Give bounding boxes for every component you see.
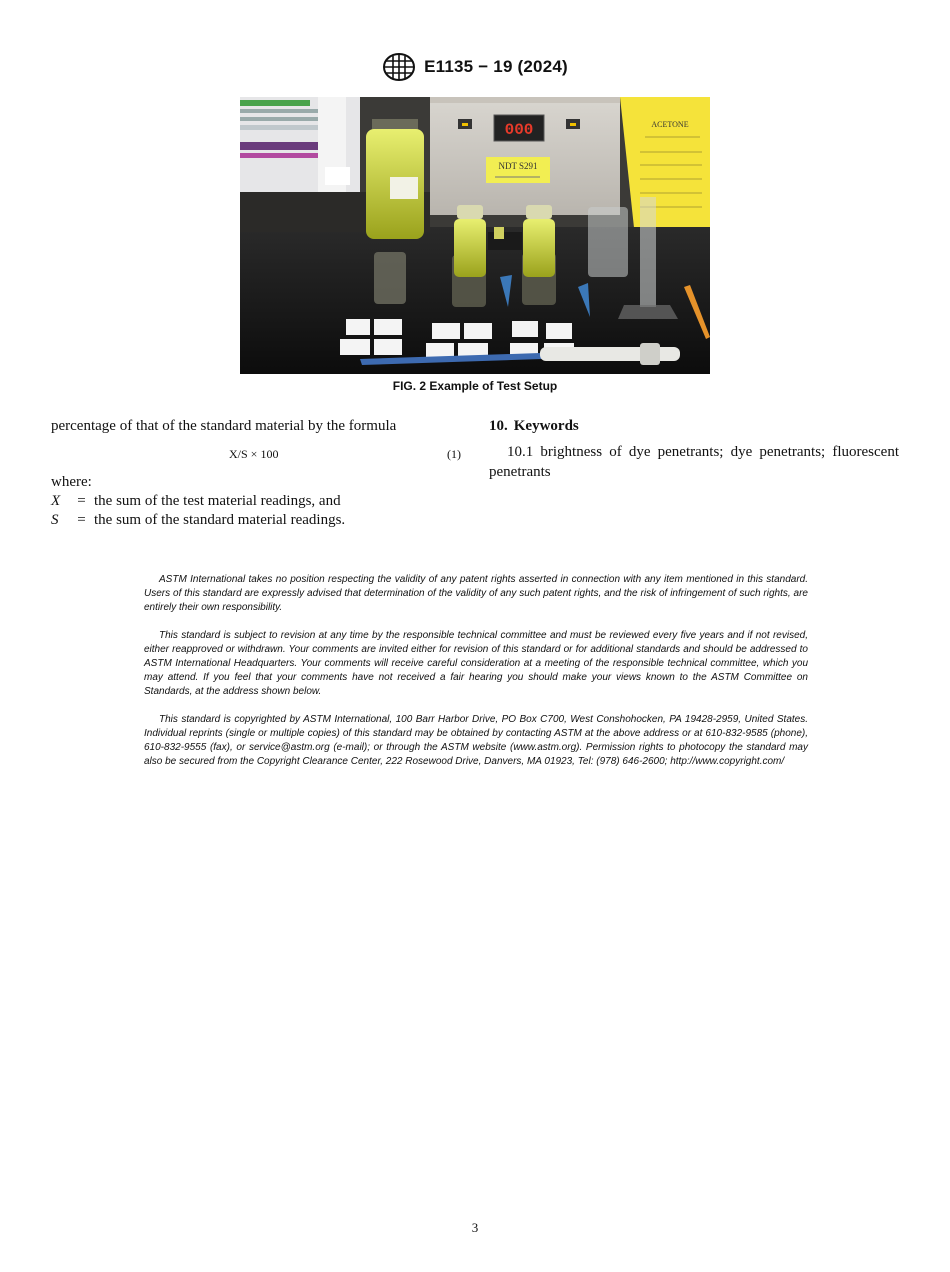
- right-column: [489, 416, 899, 482]
- copyright-note: This standard is copyrighted by ASTM International, 100 Barr Harbor Drive, PO Box C700, West Conshohocken, PA 19428-2959, United States. Individual reprints (single or multiple copies) of this standard may be obtained by contacting ASTM at the above address or at 610-832-9585 (phone), 610-832-9555 (fax), or service@astm.org (e-mail); or through the ASTM website (www.astm.org). Permission rights to photocopy the standard may also be secured from the Copyright Clearance Center, 222 Rosewood Drive, Danvers, MA 01923, Tel: (978) 646-2600; http://www.copyright.com/: [144, 714, 808, 767]
- figure-caption: FIG. 2 Example of Test Setup: [392, 379, 558, 393]
- keywords-paragraph: 10.1 brightness of dye penetrants; dye penetrants; fluorescent penetrants: [489, 444, 899, 480]
- definition-symbol: X: [51, 493, 61, 509]
- section-heading: [489, 416, 899, 436]
- equation-1: [51, 442, 461, 464]
- equation-expression: X/S × 100: [229, 447, 279, 461]
- patent-note: ASTM International takes no position respecting the validity of any patent rights asserted in connection with any item mentioned in this standard. Users of this standard are expressly advised that determination of the validity of any such patent rights, and the risk of infringement of such rights, are entirely their own responsibility.: [144, 574, 808, 613]
- document-label: ACETONE: [651, 120, 689, 129]
- left-column: [51, 416, 461, 530]
- meter-readout: 000: [504, 121, 534, 139]
- instrument-label: NDT S291: [498, 161, 538, 171]
- definition-row: [51, 492, 461, 511]
- where-label: where:: [51, 474, 92, 490]
- standard-designation: E1135 − 19 (2024): [424, 57, 568, 76]
- page-header: [0, 52, 950, 87]
- page-number: 3: [471, 1220, 479, 1235]
- test-setup-photo: [240, 97, 710, 374]
- formula-intro: percentage of that of the standard material by the formula: [51, 418, 397, 434]
- definition-text: the sum of the test material readings, and: [94, 493, 341, 509]
- definition-equals: =: [77, 493, 86, 509]
- definition-row: [51, 511, 461, 530]
- equation-number: (1): [447, 447, 461, 461]
- astm-logo-icon: [382, 52, 416, 82]
- section-title: Keywords: [513, 418, 579, 434]
- legal-notes: [144, 573, 808, 783]
- revision-note: This standard is subject to revision at any time by the responsible technical committee and must be reviewed every five years and if not revised, either reapproved or withdrawn. Your comments are invited either for revision of this standard or for additional standards and should be addressed to ASTM International Headquarters. Your comments will receive careful consideration at a meeting of the responsible technical committee, which you may attend. If you feel that your comments have not received a fair hearing you should make your views known to the ASTM Committee on Standards, at the address shown below.: [144, 630, 808, 697]
- definition-equals: =: [77, 512, 86, 528]
- section-number: 10.: [489, 418, 508, 434]
- definition-text: the sum of the standard material readings.: [94, 512, 346, 528]
- definition-symbol: S: [51, 512, 59, 528]
